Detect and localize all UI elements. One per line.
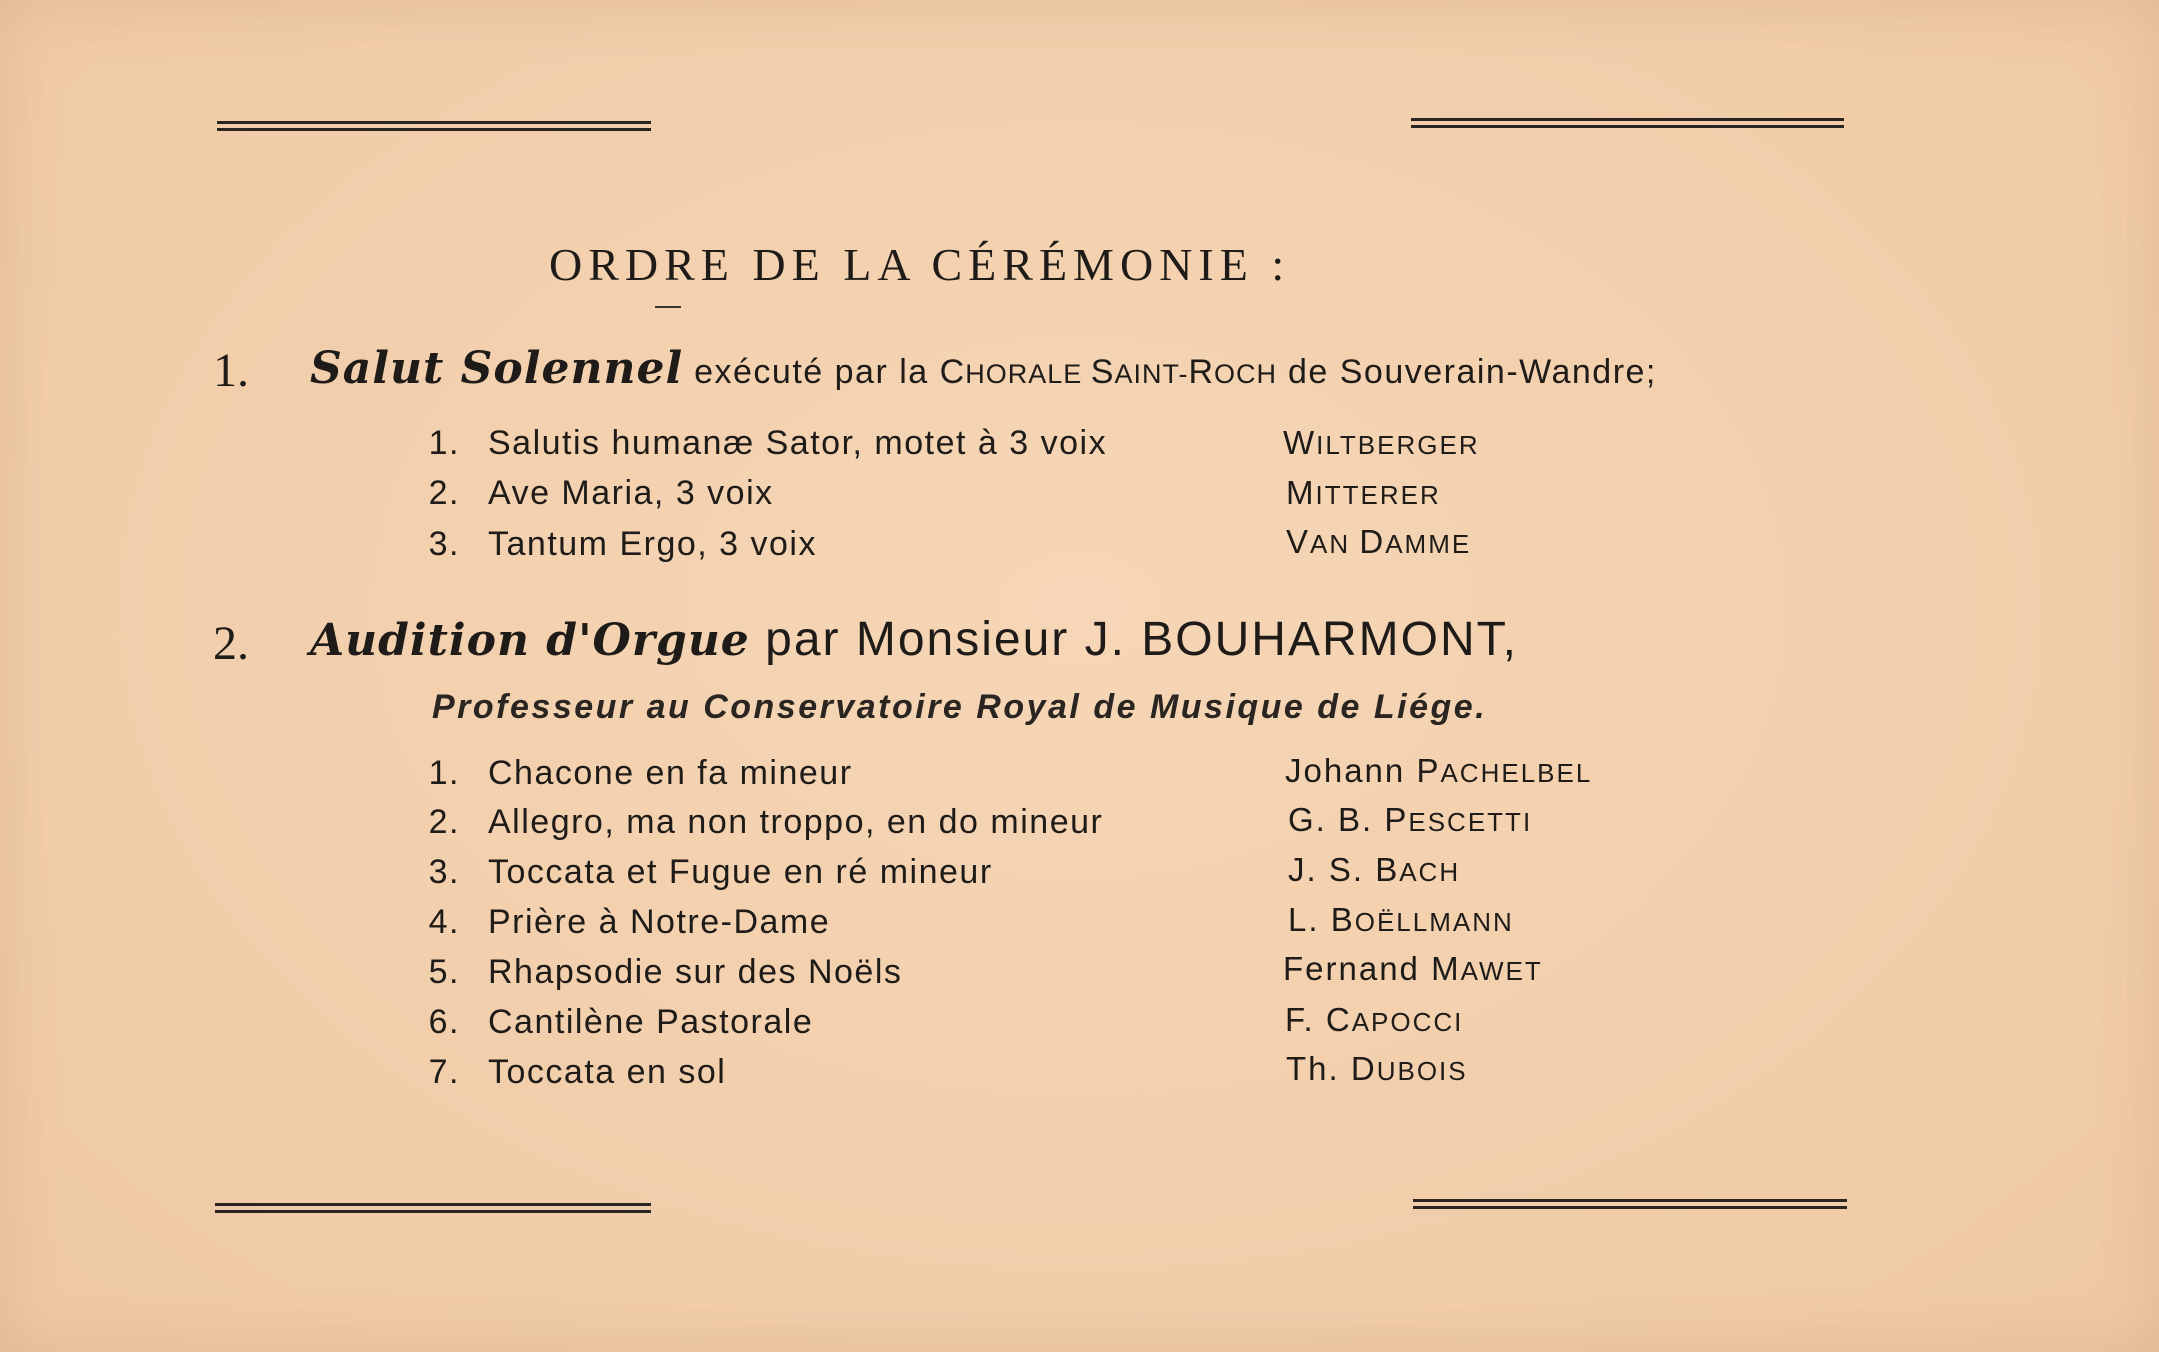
- item-number: 3.: [428, 525, 460, 563]
- section1-composer: [1283, 424, 1480, 462]
- section2-heading: Audition d'Orgue: [310, 615, 750, 666]
- section1-heading: Salut Solennel: [310, 343, 684, 394]
- item-title: Salutis humanæ Sator, motet à 3 voix: [488, 424, 1108, 462]
- composer-name-rest: APOCCI: [1351, 1007, 1464, 1037]
- section2-composer: [1285, 752, 1592, 790]
- choir-initial-c: C: [939, 353, 966, 391]
- composer-name-rest: AN: [1310, 529, 1360, 559]
- section1-text-after: de Souverain-Wandre;: [1277, 353, 1657, 391]
- section2-heading-line: [310, 612, 1518, 667]
- item-title: Cantilène Pastorale: [488, 1003, 814, 1041]
- item-number: 4.: [428, 903, 460, 941]
- section2-composer: [1283, 950, 1543, 988]
- composer-name-rest: OËLLMANN: [1354, 907, 1514, 937]
- section2-number: 2.: [213, 617, 249, 670]
- composer-initial: M: [1286, 474, 1316, 511]
- section1-heading-line: [310, 343, 1657, 394]
- composer-prefix: G. B.: [1288, 801, 1385, 838]
- item-number: 2.: [428, 474, 460, 512]
- composer-name-rest: ILTBERGER: [1316, 430, 1480, 460]
- double-rule-bottom-left: [215, 1203, 651, 1213]
- choir-name-part1: HORALE: [965, 359, 1091, 389]
- composer-prefix: J. S.: [1288, 851, 1376, 888]
- double-rule-top-right: [1411, 118, 1844, 128]
- choir-name-part2: AINT-: [1114, 359, 1189, 389]
- item-number: 1.: [428, 424, 460, 462]
- composer-initial: M: [1431, 950, 1461, 987]
- section2-text-after: par Monsieur J. BOUHARMONT,: [749, 613, 1518, 666]
- choir-name-part3: OCH: [1214, 359, 1278, 389]
- title-dash: [655, 306, 681, 308]
- composer-name-rest: ACH: [1399, 857, 1461, 887]
- item-number: 7.: [428, 1053, 460, 1091]
- section1-number: 1.: [213, 344, 249, 397]
- composer-initial: V: [1286, 523, 1311, 560]
- item-title: Toccata en sol: [488, 1053, 727, 1091]
- ceremony-title: ORDRE DE LA CÉRÉMONIE :: [549, 239, 1291, 290]
- composer-prefix: Th.: [1286, 1050, 1351, 1087]
- performer-subtitle: Professeur au Conservatoire Royal de Musique de Liége.: [432, 688, 1488, 726]
- item-title: Rhapsodie sur des Noëls: [488, 953, 903, 991]
- section2-composer: [1288, 901, 1514, 939]
- composer-name-rest: AMME: [1385, 529, 1472, 559]
- item-number: 5.: [428, 953, 460, 991]
- composer-name-rest: ACHELBEL: [1440, 758, 1593, 788]
- section2-composer: [1286, 1050, 1468, 1088]
- item-title: Ave Maria, 3 voix: [488, 474, 774, 512]
- item-number: 3.: [428, 853, 460, 891]
- composer-initial: P: [1416, 752, 1441, 789]
- composer-prefix: Fernand: [1283, 950, 1432, 987]
- choir-initial-r: R: [1188, 353, 1215, 391]
- section1-text-before: exécuté par la: [683, 353, 940, 391]
- item-number: 2.: [428, 803, 460, 841]
- composer-prefix: Johann: [1285, 752, 1417, 789]
- item-number: 6.: [428, 1003, 460, 1041]
- item-number: 1.: [428, 754, 460, 792]
- composer-initial: B: [1330, 901, 1355, 938]
- composer-initial: D: [1350, 1050, 1377, 1087]
- item-title: Toccata et Fugue en ré mineur: [488, 853, 993, 891]
- item-title: Chacone en fa mineur: [488, 754, 853, 792]
- section2-composer: [1288, 801, 1532, 839]
- composer-initial: B: [1375, 851, 1400, 888]
- section1-composer: [1286, 474, 1441, 512]
- double-rule-top-left: [217, 121, 651, 131]
- composer-initial: P: [1384, 801, 1409, 838]
- item-title: Allegro, ma non troppo, en do mineur: [488, 803, 1104, 841]
- composer-name-rest: AWET: [1460, 956, 1543, 986]
- section1-composer: [1286, 523, 1471, 561]
- composer-prefix: F.: [1285, 1001, 1326, 1038]
- composer-name-rest: ESCETTI: [1408, 807, 1533, 837]
- section2-composer: [1285, 1001, 1463, 1039]
- double-rule-bottom-right: [1413, 1199, 1847, 1209]
- choir-initial-s: S: [1090, 353, 1115, 391]
- composer-name-rest: UBOIS: [1376, 1056, 1468, 1086]
- composer-initial: W: [1283, 424, 1317, 461]
- item-title: Tantum Ergo, 3 voix: [488, 525, 817, 563]
- composer-initial: C: [1325, 1001, 1352, 1038]
- section2-composer: [1288, 851, 1460, 889]
- composer-initial: D: [1359, 523, 1386, 560]
- item-title: Prière à Notre-Dame: [488, 903, 831, 941]
- composer-prefix: L.: [1288, 901, 1331, 938]
- composer-name-rest: ITTERER: [1315, 480, 1441, 510]
